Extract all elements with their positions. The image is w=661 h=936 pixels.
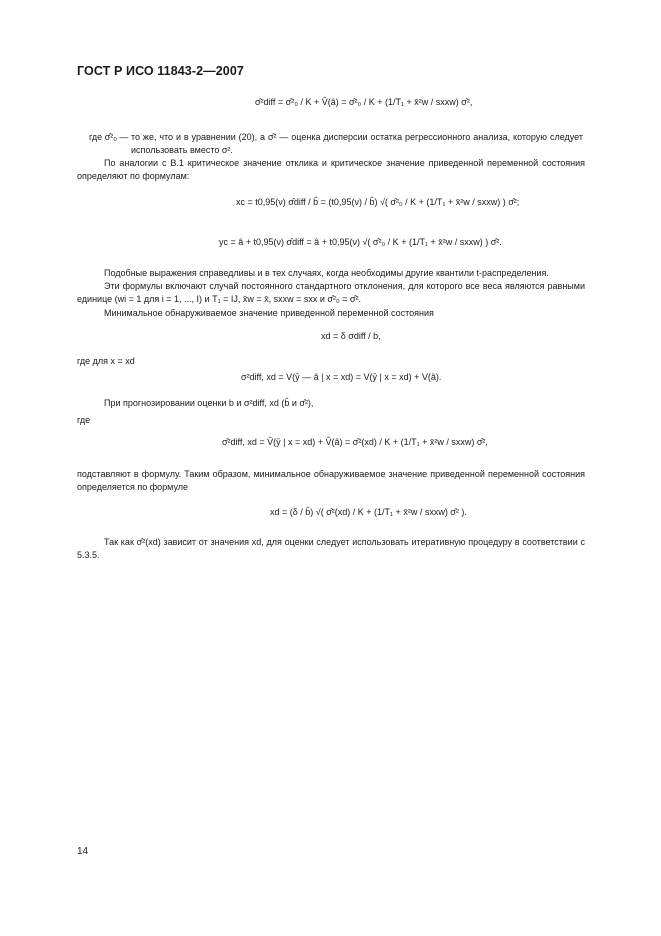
minimal-paragraph: Минимальное обнаруживаемое значение приведенной переменной состояния [104,308,434,318]
where-x-label: где для x = xd [77,356,135,366]
formula-variance: σ²diff, xd = V(ȳ — â | x = xd) = V(ȳ | x = xd) + V(â). [241,372,442,382]
formula-sigma-diff-xd: σ̂²diff, xd = V̂(ȳ | x = xd) + V̂(â) = σ̂²(xd) / K + (1/T₁ + x̄²w / sxxw) σ̂², [222,437,488,447]
substitute-paragraph: подставляют в формулу. Таким образом, минимальное обнаруживаемое значение приведенной переменной состояния определяется по формуле [77,469,585,492]
page-number: 14 [77,846,89,857]
where-definition: то же, что и в уравнении (20), а σ̂² — оценка дисперсии остатка регрессионного анализа, которую следует использовать вместо σ². [131,132,583,155]
forecast-paragraph: При прогнозировании оценки b и σ²diff, xd (b̂ и σ̂²), [104,398,314,408]
analogy-paragraph: По аналогии с В.1 критическое значение отклика и критическое значение приведенной переменной состояния определяют по формулам: [77,158,585,181]
formula-yc: yc = â + t0,95(ν) σ̂diff = â + t0,95(ν) √( σ̂²₀ / K + (1/T₁ + x̄²w / sxxw) ) σ̂². [219,237,502,247]
page-header: ГОСТ Р ИСО 11843-2—2007 [77,64,244,78]
similar-paragraph: Подобные выражения справедливы и в тех случаях, когда необходимы другие квантили t-распределения. [104,268,549,278]
where-label-2: где [77,415,91,425]
formula-xd-delta: xd = δ σdiff / b, [321,331,381,341]
formula-sigma-diff: σ̂²diff = σ̂²₀ / K + V̂(â) = σ̂²₀ / K + (1/T₁ + x̄²w / sxxw) σ̂², [255,97,473,107]
constant-deviation-paragraph: Эти формулы включают случай постоянного стандартного отклонения, для которого все веса являются равными единице (wi = 1 для i = 1, ..., I) и T₁ = IJ, x̄w = x̄, sxxw = sxx и σ̂²₀ = σ̂². [77,281,585,304]
formula-xd-final: xd = (δ / b̂) √( σ̂²(xd) / K + (1/T₁ + x̄²w / sxxw) σ̂² ). [270,507,467,517]
iterative-paragraph: Так как σ̂²(xd) зависит от значения xd, для оценки следует использовать итеративную процедуру в соответствии с 5.3.5. [77,537,585,560]
formula-xc: xc = t0,95(ν) σ̂diff / b̂ = (t0,95(ν) / b̂) √( σ̂²₀ / K + (1/T₁ + x̄²w / sxxw) ) σ̂²; [236,197,520,207]
where-label: где σ̂²₀ — [89,132,129,142]
